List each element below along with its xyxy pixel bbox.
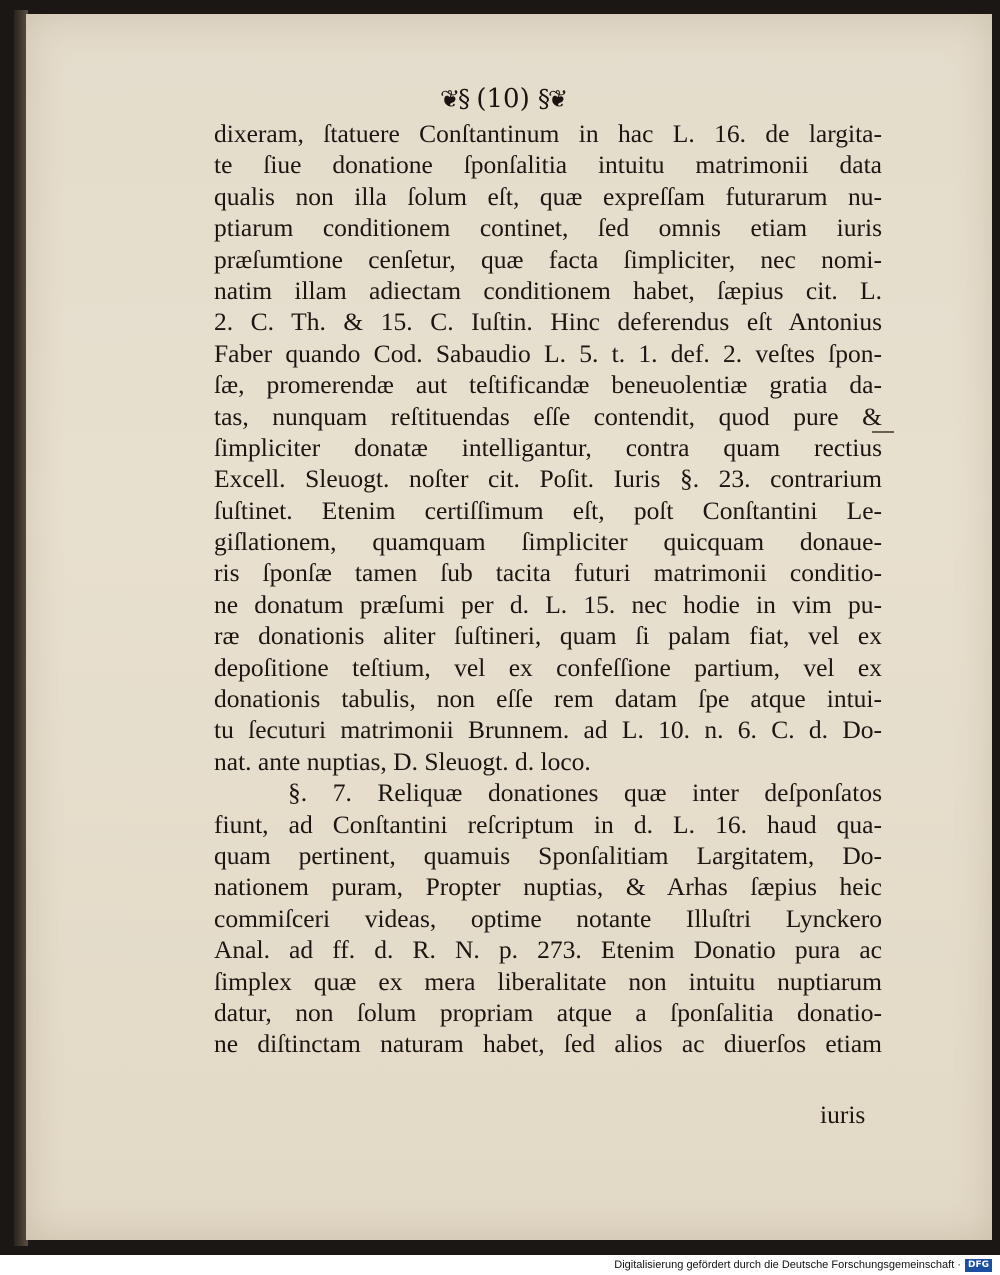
- text-line: ne diſtinctam naturam habet, ſed alios ac diuerſos etiam: [214, 1029, 882, 1059]
- section-heading-line: §. 7. Reliquæ donationes quæ inter deſponſatos: [288, 778, 882, 808]
- text-line: nationem puram, Propter nuptias, & Arhas ſæpius heic: [214, 872, 882, 902]
- text-line: commiſceri videas, optime notante Illuſtri Lynckero: [214, 903, 882, 933]
- text-line: qualis non illa ſolum eſt, quæ expreſſam futurarum nu-: [214, 181, 882, 211]
- text-line: 2. C. Th. & 15. C. Iuſtin. Hinc deferendus eſt Antonius: [214, 307, 882, 337]
- text-line: præſumtione cenſetur, quæ facta ſimpliciter, nec nomi-: [214, 244, 882, 274]
- page-number: (10): [476, 84, 530, 114]
- text-line: ſimpliciter donatæ intelligantur, contra quam rectius: [214, 432, 882, 462]
- text-line: Faber quando Cod. Sabaudio L. 5. t. 1. def. 2. veſtes ſpon-: [214, 338, 882, 368]
- text-line: ſimplex quæ ex mera liberalitate non intuitu nuptiarum: [214, 966, 882, 996]
- text-line: tas, nunquam reſtituendas eſſe contendit, quod pure &: [214, 401, 882, 431]
- text-line: ſæ, promerendæ aut teſtificandæ beneuolentiæ gratia da-: [214, 370, 882, 400]
- text-line: natim illam adiectam conditionem habet, ſæpius cit. L.: [214, 275, 882, 305]
- text-line: nat. ante nuptias, D. Sleuogt. d. loco.: [214, 746, 591, 776]
- ornament-right: §❦: [538, 85, 567, 113]
- text-line: depoſitione teſtium, vel ex confeſſione partium, vel ex: [214, 652, 882, 682]
- page-header: [440, 84, 640, 114]
- text-line: te ſiue donatione ſponſalitia intuitu matrimonii data: [214, 150, 882, 180]
- text-line: quam pertinent, quamuis Sponſalitiam Largitatem, Do-: [214, 840, 882, 870]
- digitization-credit: [614, 1257, 992, 1273]
- text-line: giſlationem, quamquam ſimpliciter quicquam donaue-: [214, 527, 882, 557]
- text-line: ris ſponſæ tamen ſub tacita futuri matrimonii conditio-: [214, 558, 882, 588]
- credit-text: Digitalisierung gefördert durch die Deutsche Forschungsgemeinschaft ·: [614, 1259, 961, 1271]
- text-line: dixeram, ſtatuere Conſtantinum in hac L. 16. de largita-: [214, 119, 882, 148]
- text-line: datur, non ſolum propriam atque a ſponſalitia donatio-: [214, 997, 882, 1027]
- body-text: [214, 118, 882, 1060]
- text-line: Anal. ad ff. d. R. N. p. 273. Etenim Donatio pura ac: [214, 935, 882, 965]
- text-line: tu ſecuturi matrimonii Brunnem. ad L. 10. n. 6. C. d. Do-: [214, 715, 882, 745]
- text-line: ptiarum conditionem continet, ſed omnis etiam iuris: [214, 213, 882, 243]
- text-line: Excell. Sleuogt. noſter cit. Poſit. Iuris §. 23. contrarium: [214, 464, 882, 494]
- text-line: fiunt, ad Conſtantini reſcriptum in d. L. 16. haud qua-: [214, 809, 882, 839]
- dfg-logo: DFG: [965, 1259, 992, 1272]
- text-line: ræ donationis aliter ſuſtineri, quam ſi palam fiat, vel ex: [214, 621, 882, 651]
- margin-mark: [872, 431, 894, 433]
- catchword: iuris: [820, 1100, 866, 1129]
- text-line: donationis tabulis, non eſſe rem datam ſpe atque intui-: [214, 684, 882, 714]
- text-line: ſuſtinet. Etenim certiſſimum eſt, poſt Conſtantini Le-: [214, 495, 882, 525]
- text-line: ne donatum præſumi per d. L. 15. nec hodie in vim pu-: [214, 589, 882, 619]
- ornament-left: ❦§: [440, 85, 469, 113]
